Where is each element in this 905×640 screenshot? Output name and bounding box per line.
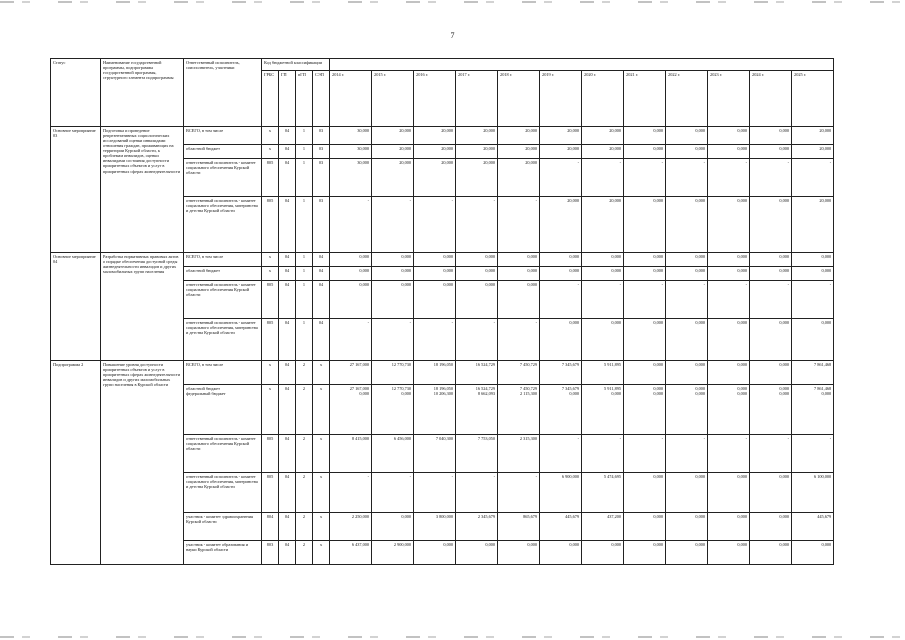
value-cell: -: [498, 197, 540, 253]
header-name: Наименование государственной программы, подпрограммы государственной программы, структурного элемента подпрограммы: [101, 59, 184, 127]
row-executor: участник - комитет здравоохранения Курской области: [184, 513, 262, 541]
value-cell: 0,000: [624, 513, 666, 541]
value-cell: 8 415,000: [330, 435, 372, 473]
row-executor: ответственный исполнитель - комитет социального обеспечения Курской области: [184, 435, 262, 473]
value-cell: 7 345,679: [540, 361, 582, 385]
value-line: 0,000: [569, 391, 580, 397]
code-grbs: x: [262, 253, 279, 267]
value-cell: -: [372, 473, 414, 513]
row-executor: областной бюджет: [184, 145, 262, 159]
row-status: Основное мероприятие 04: [51, 253, 101, 361]
row-executor: ВСЕГО, в том числе: [184, 127, 262, 145]
value-cell: 0,000: [624, 361, 666, 385]
value-cell: 6 100,000: [792, 473, 834, 513]
value-cell: 20,000: [372, 127, 414, 145]
row-executor: ответственный исполнитель - комитет социального обеспечения Курской области: [184, 281, 262, 319]
value-cell: [708, 385, 750, 435]
value-cell: -: [708, 435, 750, 473]
value-cell: 0,000: [624, 267, 666, 281]
value-cell: 20,000: [414, 145, 456, 159]
value-cell: 27 167,000: [330, 361, 372, 385]
value-cell: -: [792, 435, 834, 473]
value-cell: -: [330, 197, 372, 253]
value-cell: [792, 385, 834, 435]
value-line: 0,000: [695, 391, 706, 397]
value-cell: [498, 385, 540, 435]
value-cell: -: [330, 473, 372, 513]
code-sep: 04: [313, 281, 330, 319]
value-cell: 7 040,300: [414, 435, 456, 473]
value-cell: 7 861,468: [792, 361, 834, 385]
value-cell: 0,000: [540, 319, 582, 361]
value-cell: 2 250,000: [330, 513, 372, 541]
value-cell: 18 196,050: [414, 361, 456, 385]
value-cell: 7 753,050: [456, 435, 498, 473]
value-cell: 0,000: [624, 127, 666, 145]
code-sep: x: [313, 385, 330, 435]
value-cell: -: [582, 159, 624, 197]
value-line: 7 345,679: [561, 386, 580, 391]
value-line: 0,000: [779, 391, 790, 397]
value-cell: 0,000: [750, 267, 792, 281]
value-cell: 20,000: [414, 127, 456, 145]
table-body: [51, 127, 834, 565]
code-grbs: 805: [262, 473, 279, 513]
value-cell: 30,000: [330, 159, 372, 197]
code-pgp: 1: [296, 197, 313, 253]
value-cell: 20,000: [540, 127, 582, 145]
value-cell: 0,000: [708, 253, 750, 267]
value-cell: 0,000: [624, 473, 666, 513]
value-cell: -: [708, 159, 750, 197]
value-cell: 20,000: [792, 127, 834, 145]
header-years-spacer: [330, 59, 834, 71]
value-cell: 20,000: [582, 145, 624, 159]
value-cell: 437,200: [582, 513, 624, 541]
value-cell: -: [624, 159, 666, 197]
value-line: 0,000: [611, 391, 622, 397]
value-cell: 0,000: [498, 253, 540, 267]
code-grbs: x: [262, 385, 279, 435]
header-year-0: 2014 г.: [330, 71, 372, 127]
value-cell: -: [792, 281, 834, 319]
value-cell: [456, 385, 498, 435]
code-gp: 04: [279, 267, 296, 281]
code-sep: 04: [313, 267, 330, 281]
value-cell: -: [750, 159, 792, 197]
value-cell: 0,000: [666, 473, 708, 513]
value-cell: 445,679: [792, 513, 834, 541]
code-pgp: 2: [296, 385, 313, 435]
value-cell: 0,000: [372, 253, 414, 267]
value-cell: 0,000: [750, 145, 792, 159]
value-cell: -: [372, 197, 414, 253]
value-cell: -: [540, 435, 582, 473]
value-cell: 0,000: [330, 281, 372, 319]
value-cell: 0,000: [750, 473, 792, 513]
code-gp: 04: [279, 145, 296, 159]
header-year-7: 2021 г.: [624, 71, 666, 127]
value-cell: -: [414, 319, 456, 361]
value-cell: -: [540, 159, 582, 197]
value-cell: 0,000: [498, 541, 540, 565]
value-cell: 0,000: [792, 319, 834, 361]
value-cell: 0,000: [666, 253, 708, 267]
value-cell: 5 474,695: [582, 473, 624, 513]
value-cell: 0,000: [666, 267, 708, 281]
value-cell: 865,679: [498, 513, 540, 541]
code-sep: x: [313, 361, 330, 385]
page-number: 7: [450, 31, 455, 40]
value-cell: 20,000: [540, 145, 582, 159]
value-cell: 0,000: [414, 541, 456, 565]
code-pgp: 1: [296, 319, 313, 361]
value-cell: 20,000: [498, 127, 540, 145]
value-cell: 0,000: [456, 267, 498, 281]
value-cell: 0,000: [498, 281, 540, 319]
row-program-name: Разработка нормативных правовых актов о порядке обеспечения доступной среды жизнедеятельности инвалидов и других маломобильных групп населения: [101, 253, 184, 361]
value-cell: 0,000: [708, 197, 750, 253]
code-sep: 04: [313, 253, 330, 267]
code-pgp: 1: [296, 145, 313, 159]
header-code-1: ГП: [279, 71, 296, 127]
value-cell: -: [456, 473, 498, 513]
table-row: [51, 253, 834, 267]
row-executor: ВСЕГО, в том числе: [184, 253, 262, 267]
code-pgp: 1: [296, 253, 313, 267]
table-row: [51, 361, 834, 385]
code-pgp: 1: [296, 281, 313, 319]
value-cell: -: [666, 159, 708, 197]
code-pgp: 2: [296, 435, 313, 473]
value-cell: -: [372, 319, 414, 361]
value-cell: 0,000: [582, 319, 624, 361]
value-cell: 20,000: [582, 127, 624, 145]
value-line: 0,000: [737, 386, 748, 391]
header-code-group: Код бюджетной классификации: [262, 59, 330, 71]
row-executor: участник - комитет образования и науки Курской области: [184, 541, 262, 565]
value-cell: 20,000: [498, 145, 540, 159]
value-cell: 2 345,679: [456, 513, 498, 541]
value-cell: 0,000: [624, 197, 666, 253]
header-code-0: ГРБС: [262, 71, 279, 127]
value-cell: 0,000: [456, 253, 498, 267]
value-cell: -: [456, 319, 498, 361]
code-grbs: 805: [262, 281, 279, 319]
code-sep: 03: [313, 127, 330, 145]
value-cell: 2 315,300: [498, 435, 540, 473]
value-cell: 0,000: [750, 197, 792, 253]
value-cell: 3 800,000: [414, 513, 456, 541]
value-cell: 0,000: [750, 253, 792, 267]
value-cell: 20,000: [414, 159, 456, 197]
code-gp: 04: [279, 281, 296, 319]
value-cell: 0,000: [624, 541, 666, 565]
value-cell: 0,000: [498, 267, 540, 281]
code-sep: x: [313, 541, 330, 565]
code-pgp: 2: [296, 473, 313, 513]
row-executor: ответственный исполнитель - комитет социального обеспечения, материнства и детства Курской области: [184, 473, 262, 513]
code-gp: 04: [279, 361, 296, 385]
header-status: Статус: [51, 59, 101, 127]
value-line: 0,000: [653, 386, 664, 391]
value-line: 0,000: [821, 391, 832, 397]
value-cell: 0,000: [750, 513, 792, 541]
value-cell: 445,679: [540, 513, 582, 541]
value-cell: 0,000: [666, 361, 708, 385]
code-gp: 04: [279, 473, 296, 513]
code-grbs: 805: [262, 435, 279, 473]
code-gp: 04: [279, 319, 296, 361]
code-grbs: x: [262, 267, 279, 281]
value-cell: -: [750, 435, 792, 473]
value-cell: 0,000: [666, 127, 708, 145]
code-gp: 04: [279, 541, 296, 565]
header-executor: Ответственный исполнитель, соисполнитель, участники: [184, 59, 262, 127]
value-cell: 0,000: [750, 127, 792, 145]
value-cell: -: [498, 319, 540, 361]
value-cell: 0,000: [708, 127, 750, 145]
value-cell: -: [414, 473, 456, 513]
value-cell: 0,000: [708, 145, 750, 159]
budget-table: [50, 58, 834, 565]
row-program-name: Повышение уровня доступности приоритетных объектов и услуг в приоритетных сферах жизнедеятельности инвалидов и других маломобильных групп населения в Курской области: [101, 361, 184, 565]
value-cell: 0,000: [624, 253, 666, 267]
value-cell: -: [582, 435, 624, 473]
value-cell: 0,000: [666, 197, 708, 253]
header-year-9: 2023 г.: [708, 71, 750, 127]
value-cell: -: [330, 319, 372, 361]
code-gp: 04: [279, 385, 296, 435]
code-gp: 04: [279, 127, 296, 145]
row-executor: ответственный исполнитель - комитет социального обеспечения, материнства и детства Курской области: [184, 197, 262, 253]
value-cell: -: [540, 281, 582, 319]
value-cell: 0,000: [708, 473, 750, 513]
code-grbs: 803: [262, 541, 279, 565]
value-cell: [540, 385, 582, 435]
row-executor: областной бюджет: [184, 267, 262, 281]
value-cell: 20,000: [372, 145, 414, 159]
code-gp: 04: [279, 513, 296, 541]
value-cell: 12 770,730: [372, 361, 414, 385]
value-cell: 6 456,000: [372, 435, 414, 473]
value-line: 0,000: [737, 391, 748, 397]
value-cell: -: [792, 159, 834, 197]
code-pgp: 2: [296, 513, 313, 541]
code-sep: x: [313, 473, 330, 513]
code-grbs: x: [262, 127, 279, 145]
value-line: 8 662,093: [477, 391, 496, 397]
value-cell: -: [750, 281, 792, 319]
value-cell: 30,000: [330, 145, 372, 159]
executor-line: федеральный бюджет: [186, 391, 226, 397]
value-cell: -: [708, 281, 750, 319]
row-executor: ответственный исполнитель - комитет социального обеспечения, материнства и детства Курской области: [184, 319, 262, 361]
header-year-1: 2015 г.: [372, 71, 414, 127]
value-cell: 0,000: [414, 267, 456, 281]
code-pgp: 1: [296, 267, 313, 281]
value-cell: 0,000: [540, 253, 582, 267]
value-cell: 20,000: [498, 159, 540, 197]
value-line: 12 770,730: [391, 386, 412, 391]
code-sep: x: [313, 513, 330, 541]
value-cell: 0,000: [708, 319, 750, 361]
value-cell: 0,000: [414, 281, 456, 319]
value-cell: [666, 385, 708, 435]
value-cell: 0,000: [582, 541, 624, 565]
value-line: 16 524,729: [475, 386, 496, 391]
executor-line: областной бюджет: [186, 386, 220, 391]
value-cell: 2 900,000: [372, 541, 414, 565]
value-line: 0,000: [695, 386, 706, 391]
value-cell: 0,000: [792, 541, 834, 565]
header-year-3: 2017 г.: [456, 71, 498, 127]
value-cell: 30,000: [330, 127, 372, 145]
value-cell: -: [624, 281, 666, 319]
value-cell: 7 450,729: [498, 361, 540, 385]
value-line: 0,000: [401, 391, 412, 397]
code-grbs: 805: [262, 197, 279, 253]
value-cell: 0,000: [372, 513, 414, 541]
value-cell: [750, 385, 792, 435]
value-cell: 20,000: [456, 127, 498, 145]
value-cell: 0,000: [624, 319, 666, 361]
value-line: 18 196,050: [433, 386, 454, 391]
value-cell: 0,000: [456, 541, 498, 565]
value-cell: 0,000: [708, 541, 750, 565]
row-executor: ответственный исполнитель - комитет социального обеспечения Курской области: [184, 159, 262, 197]
row-status: Подпрограмма 2: [51, 361, 101, 565]
code-sep: 03: [313, 197, 330, 253]
value-cell: [330, 385, 372, 435]
code-grbs: 805: [262, 159, 279, 197]
value-cell: -: [666, 435, 708, 473]
value-cell: 0,000: [330, 253, 372, 267]
value-cell: 0,000: [666, 541, 708, 565]
code-grbs: 804: [262, 513, 279, 541]
value-cell: 0,000: [456, 281, 498, 319]
value-cell: [582, 385, 624, 435]
code-gp: 04: [279, 159, 296, 197]
value-line: 0,000: [779, 386, 790, 391]
value-line: 0,000: [653, 391, 664, 397]
row-program-name: Подготовка и проведение репрезентативных социологических исследований оценки инвалидами отношения граждан, проживающих на территории Курской области, к проблемам инвалидов, оценки инвалидами состояния доступности приоритетных объектов и услуг в приоритетных сферах жизнедеятельности: [101, 127, 184, 253]
row-executor: [184, 385, 262, 435]
value-cell: -: [498, 473, 540, 513]
value-cell: 0,000: [330, 267, 372, 281]
value-cell: 0,000: [792, 253, 834, 267]
code-sep: 03: [313, 159, 330, 197]
code-pgp: 1: [296, 127, 313, 145]
value-cell: 0,000: [624, 145, 666, 159]
value-cell: [372, 385, 414, 435]
value-cell: 6 900,000: [540, 473, 582, 513]
value-cell: 20,000: [540, 197, 582, 253]
code-grbs: x: [262, 361, 279, 385]
value-cell: 0,000: [540, 267, 582, 281]
header-year-6: 2020 г.: [582, 71, 624, 127]
header-year-4: 2018 г.: [498, 71, 540, 127]
table-row: [51, 127, 834, 145]
value-cell: 0,000: [666, 513, 708, 541]
code-pgp: 1: [296, 159, 313, 197]
value-cell: 0,000: [666, 145, 708, 159]
value-cell: 20,000: [456, 159, 498, 197]
value-cell: 0,000: [582, 253, 624, 267]
header-year-2: 2016 г.: [414, 71, 456, 127]
value-cell: -: [414, 197, 456, 253]
code-pgp: 2: [296, 361, 313, 385]
value-cell: 0,000: [708, 267, 750, 281]
code-sep: 03: [313, 145, 330, 159]
value-cell: 0,000: [708, 361, 750, 385]
value-cell: 20,000: [456, 145, 498, 159]
scan-artifact-top: [0, 1, 905, 3]
value-cell: 5 911,895: [582, 361, 624, 385]
value-cell: 0,000: [582, 267, 624, 281]
value-cell: 20,000: [582, 197, 624, 253]
code-pgp: 2: [296, 541, 313, 565]
scan-artifact-bottom: [0, 636, 905, 638]
value-cell: 0,000: [372, 267, 414, 281]
value-cell: 0,000: [540, 541, 582, 565]
code-grbs: x: [262, 145, 279, 159]
value-cell: 20,000: [792, 145, 834, 159]
value-cell: 0,000: [750, 319, 792, 361]
value-line: 10 206,300: [433, 391, 454, 397]
value-line: 5 911,895: [604, 386, 622, 391]
header-year-8: 2022 г.: [666, 71, 708, 127]
code-gp: 04: [279, 197, 296, 253]
header-code-3: СЭП: [313, 71, 330, 127]
header-year-10: 2024 г.: [750, 71, 792, 127]
code-gp: 04: [279, 253, 296, 267]
header-year-5: 2019 г.: [540, 71, 582, 127]
value-cell: 0,000: [792, 267, 834, 281]
code-sep: x: [313, 435, 330, 473]
row-status: Основное мероприятие 03: [51, 127, 101, 253]
value-line: 27 167,000: [349, 386, 370, 391]
header-year-11: 2025 г.: [792, 71, 834, 127]
value-cell: 0,000: [708, 513, 750, 541]
value-cell: 0,000: [750, 541, 792, 565]
value-cell: -: [456, 197, 498, 253]
value-cell: [414, 385, 456, 435]
value-cell: 0,000: [372, 281, 414, 319]
value-cell: -: [582, 281, 624, 319]
value-line: 2 115,300: [520, 391, 538, 397]
value-cell: [624, 385, 666, 435]
header-code-2: пГП: [296, 71, 313, 127]
value-cell: 20,000: [792, 197, 834, 253]
code-sep: 04: [313, 319, 330, 361]
code-gp: 04: [279, 435, 296, 473]
value-cell: -: [624, 435, 666, 473]
value-cell: 16 524,729: [456, 361, 498, 385]
value-line: 7 861,468: [813, 386, 832, 391]
value-cell: 20,000: [372, 159, 414, 197]
row-executor: ВСЕГО, в том числе: [184, 361, 262, 385]
value-cell: 0,000: [750, 361, 792, 385]
value-cell: 0,000: [666, 319, 708, 361]
value-line: 0,000: [359, 391, 370, 397]
code-grbs: 805: [262, 319, 279, 361]
value-line: 7 450,729: [519, 386, 538, 391]
value-cell: 0,000: [414, 253, 456, 267]
value-cell: -: [666, 281, 708, 319]
value-cell: 6 437,000: [330, 541, 372, 565]
